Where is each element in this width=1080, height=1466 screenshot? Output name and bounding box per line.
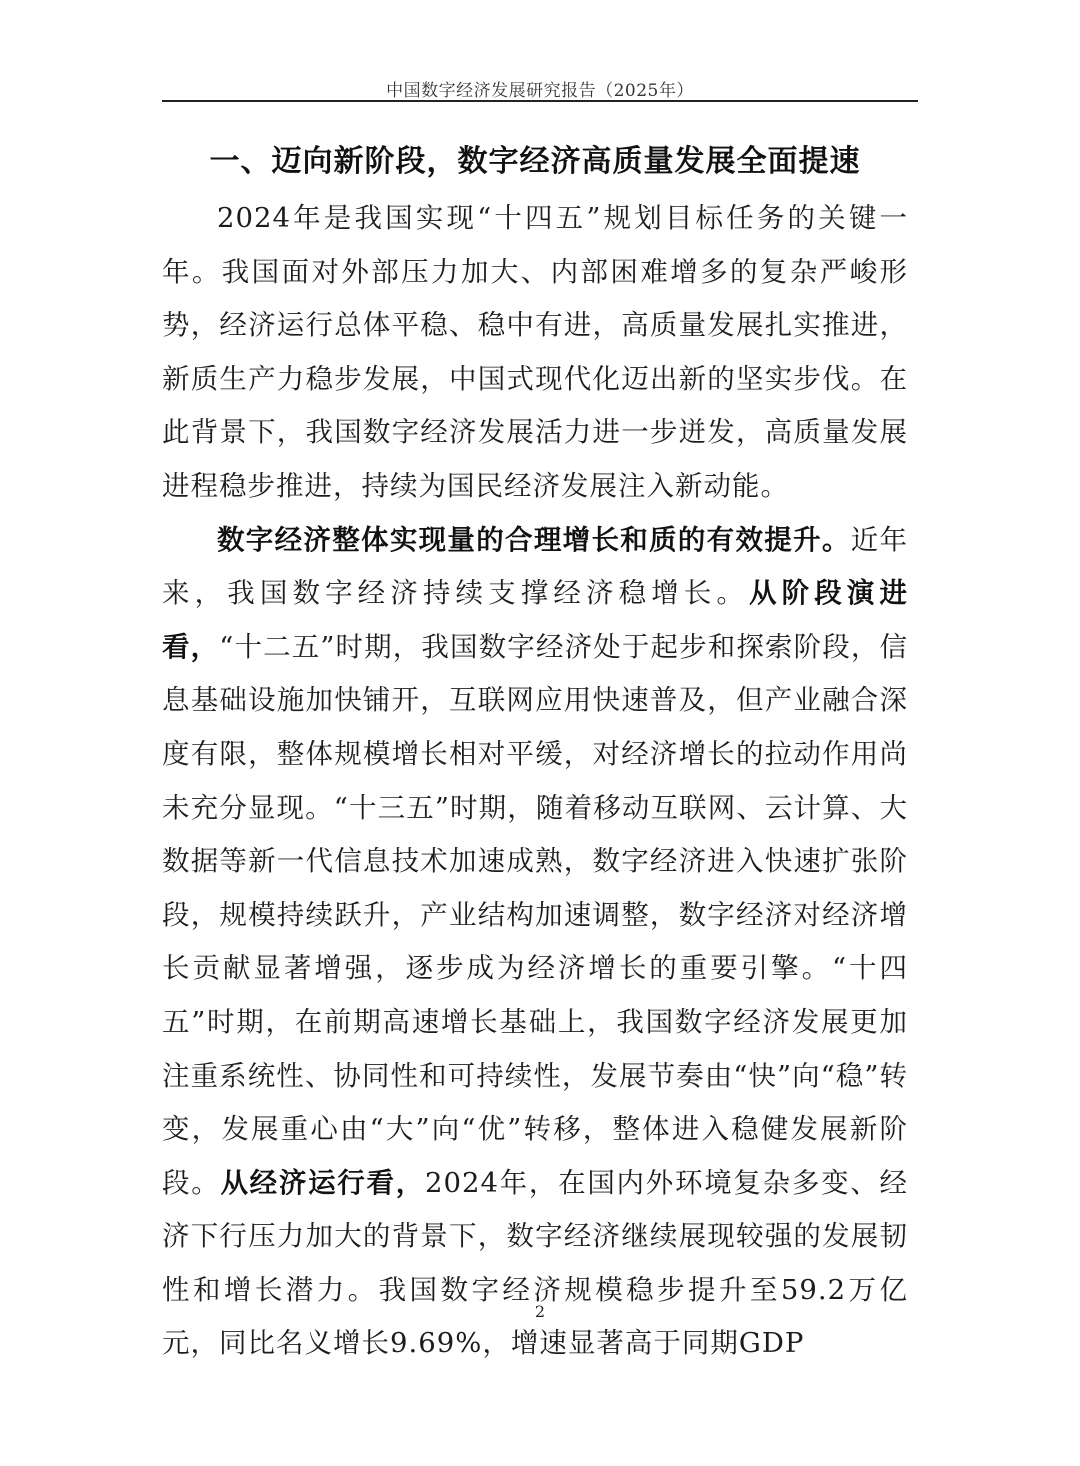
- header-rule: [162, 100, 918, 102]
- paragraph-lead-bold: 数字经济整体实现量的合理增长和质的有效提升。: [217, 523, 851, 556]
- paragraph-text: 2024年，在国内外环境复杂多变、经济下行压力加大的背景下，数字经济继续展现较强的发展韧性和增长潜力。我国数字经济规模稳步提升至59.2万亿元，同比名义增长9.69%，增速显著高于同期GDP: [162, 1166, 909, 1360]
- paragraph-text: 近年来，我国数字经济持续支撑经济稳增长。: [162, 523, 909, 610]
- body-content: [162, 140, 908, 1371]
- running-header: 中国数字经济发展研究报告（2025年）: [386, 81, 694, 101]
- paragraph-intro: 2024年是我国实现“十四五”规划目标任务的关键一年。我国面对外部压力加大、内部困难增多的复杂严峻形势，经济运行总体平稳、稳中有进，高质量发展扎实推进，新质生产力稳步发展，中国式现代化迈出新的坚实步伐。在此背景下，我国数字经济发展活力进一步迸发，高质量发展进程稳步推进，持续为国民经济发展注入新动能。: [162, 202, 908, 502]
- paragraph-scale-growth: [162, 514, 908, 1372]
- paragraph-text: “十二五”时期，我国数字经济处于起步和探索阶段，信息基础设施加快铺开，互联网应用快速普及，但产业融合深度有限，整体规模增长相对平缓，对经济增长的拉动作用尚未充分显现。“十三五”时期，随着移动互联网、云计算、大数据等新一代信息技术加速成熟，数字经济进入快速扩张阶段，规模持续跃升，产业结构加速调整，数字经济对经济增长贡献显著增强，逐步成为经济增长的重要引擎。“十四五”时期，在前期高速增长基础上，我国数字经济发展更加注重系统性、协同性和可持续性，发展节奏由“快”向“稳”转变，发展重心由“大”向“优”转移，整体进入稳健发展新阶段。: [162, 630, 908, 1199]
- stage-evolution-bold: 从阶段演进看，: [162, 577, 909, 663]
- page-number: 2: [534, 1302, 546, 1321]
- section-title: 一、迈向新阶段，数字经济高质量发展全面提速: [209, 144, 861, 179]
- economic-operation-bold: 从经济运行看，: [220, 1166, 425, 1199]
